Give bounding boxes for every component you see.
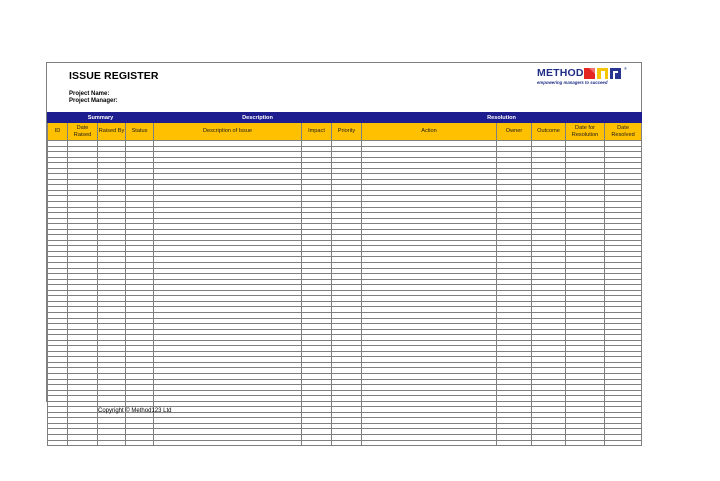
register-rows: [48, 141, 642, 446]
col-owner: Owner: [497, 123, 532, 141]
table-row: [48, 440, 642, 446]
table-cell[interactable]: [362, 440, 497, 446]
col-priority: Priority: [332, 123, 362, 141]
table-cell[interactable]: [68, 440, 98, 446]
col-raised-by: Raised By: [98, 123, 126, 141]
table-cell[interactable]: [532, 440, 566, 446]
project-name-label: Project Name:: [69, 91, 110, 97]
table-cell[interactable]: [566, 440, 605, 446]
issue-register-table: [47, 112, 642, 446]
col-date-for-resolution: Date for Resolution: [566, 123, 605, 141]
col-status: Status: [126, 123, 154, 141]
group-header-row: [48, 113, 642, 123]
col-impact: Impact: [302, 123, 332, 141]
logo-wordmark: METHOD: [537, 67, 584, 79]
table-cell[interactable]: [48, 440, 68, 446]
column-header-row: [48, 123, 642, 141]
project-manager-label: Project Manager:: [69, 98, 118, 104]
logo-tagline: empowering managers to succeed: [537, 80, 608, 85]
col-description-of-issue: Description of Issue: [154, 123, 302, 141]
table-cell[interactable]: [126, 440, 154, 446]
method123-logo: [537, 67, 633, 89]
issue-register-sheet: [46, 62, 642, 402]
table-cell[interactable]: [605, 440, 642, 446]
col-action: Action: [362, 123, 497, 141]
table-cell[interactable]: [98, 440, 126, 446]
table-cell[interactable]: [154, 440, 302, 446]
col-date-raised: Date Raised: [68, 123, 98, 141]
table-cell[interactable]: [302, 440, 332, 446]
group-summary: Summary: [48, 113, 154, 123]
group-description: Description: [154, 113, 362, 123]
col-outcome: Outcome: [532, 123, 566, 141]
page-title: ISSUE REGISTER: [69, 70, 159, 82]
copyright-text: Copyright © Method123 Ltd: [98, 408, 172, 414]
table-cell[interactable]: [497, 440, 532, 446]
col-date-resolved: Date Resolved: [605, 123, 642, 141]
group-resolution: Resolution: [362, 113, 642, 123]
col-id: ID: [48, 123, 68, 141]
table-cell[interactable]: [332, 440, 362, 446]
registered-mark: ®: [624, 66, 627, 71]
method-logo-icon: [584, 68, 622, 79]
